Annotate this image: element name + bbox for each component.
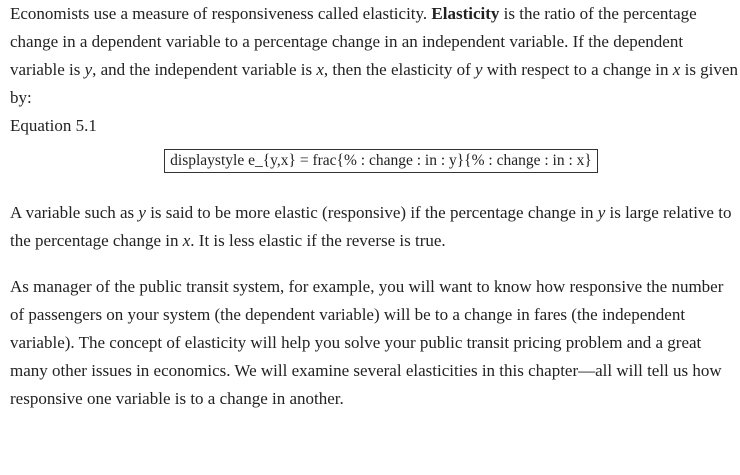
key-term: Elasticity (431, 4, 500, 23)
text-run: is said to be more elastic (responsive) if the percentage change in (145, 203, 598, 222)
variable: y (475, 60, 483, 79)
variable: y (84, 60, 93, 79)
variable: x (182, 231, 191, 250)
intro-paragraph (10, 0, 738, 112)
text-run: is the ratio of the percentage change in a dependent variable to a percentage change in an independent variable. If the dependent variable is (10, 4, 697, 79)
text-run: . It is less elastic if the reverse is true. (190, 231, 446, 250)
text-run: , then the elasticity of (323, 60, 475, 79)
variable: y (138, 203, 146, 222)
text-run: , and the independent variable is (92, 60, 317, 79)
text-run: is given by: (10, 60, 738, 107)
text-run: A variable such as (10, 203, 139, 222)
equation-container (10, 149, 738, 175)
variable: x (672, 60, 681, 79)
equation-box: displaystyle e_{y,x} = frac{% : change : in : y}{% : change : in : x} (164, 149, 598, 173)
text-run: is large relative to the percentage change in (10, 203, 732, 250)
text-run: with respect to a change in (482, 60, 673, 79)
document-body (10, 0, 738, 413)
variable: x (316, 60, 324, 79)
elastic-definition-paragraph (10, 199, 738, 255)
equation-label: Equation 5.1 (10, 116, 97, 135)
transit-example-paragraph: As manager of the public transit system, for example, you will want to know how responsive the number of passengers on your system (the dependent variable) will be to a change in fares (the independent variable). The concept of elasticity will help you solve your public transit pricing problem and a great many other issues in economics. We will examine several elasticities in this chapter—all will tell us how responsive one variable is to a change in another. (10, 277, 724, 408)
variable: y (597, 203, 606, 222)
text-run: Economists use a measure of responsiveness called elasticity. (10, 4, 432, 23)
